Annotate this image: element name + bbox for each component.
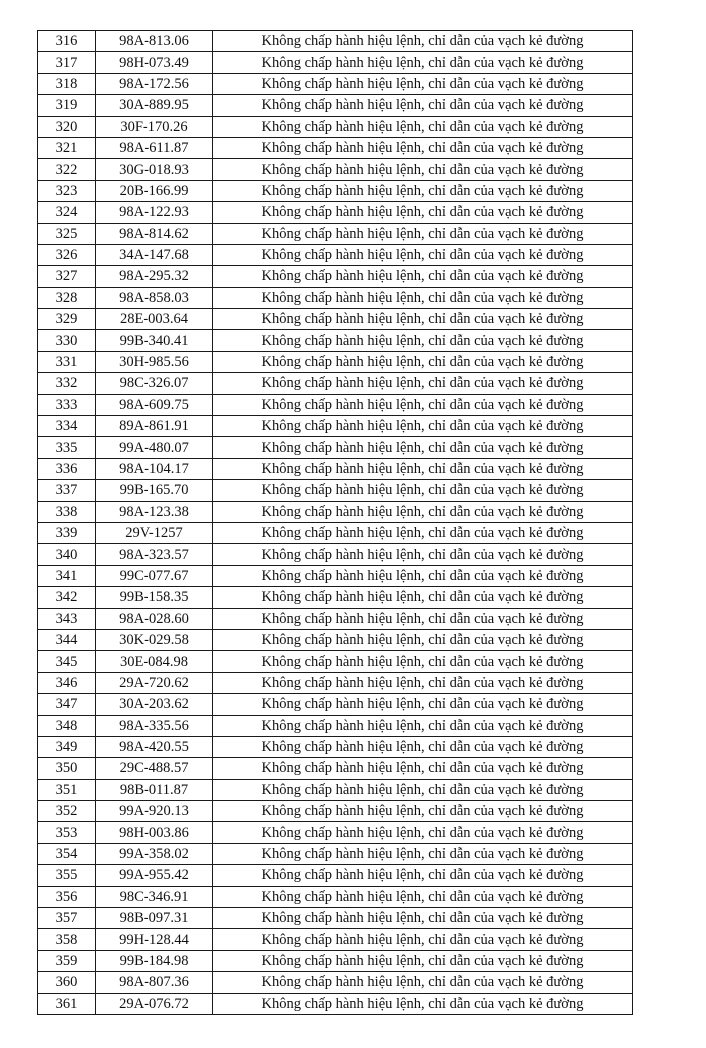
license-plate-cell: 99B-165.70 xyxy=(96,480,213,501)
violation-description-cell: Không chấp hành hiệu lệnh, chỉ dẫn của vạch kẻ đường xyxy=(213,565,633,586)
row-number-cell: 342 xyxy=(38,587,96,608)
license-plate-cell: 99A-358.02 xyxy=(96,843,213,864)
table-row xyxy=(38,394,633,415)
license-plate-cell: 98B-011.87 xyxy=(96,779,213,800)
violation-description-cell: Không chấp hành hiệu lệnh, chỉ dẫn của vạch kẻ đường xyxy=(213,437,633,458)
table-row xyxy=(38,458,633,479)
table-row xyxy=(38,993,633,1014)
violation-description-cell: Không chấp hành hiệu lệnh, chỉ dẫn của vạch kẻ đường xyxy=(213,116,633,137)
violation-description-cell: Không chấp hành hiệu lệnh, chỉ dẫn của vạch kẻ đường xyxy=(213,522,633,543)
violation-description-cell: Không chấp hành hiệu lệnh, chỉ dẫn của vạch kẻ đường xyxy=(213,694,633,715)
row-number-cell: 348 xyxy=(38,715,96,736)
row-number-cell: 322 xyxy=(38,159,96,180)
license-plate-cell: 98A-609.75 xyxy=(96,394,213,415)
violation-description-cell: Không chấp hành hiệu lệnh, chỉ dẫn của vạch kẻ đường xyxy=(213,822,633,843)
row-number-cell: 361 xyxy=(38,993,96,1014)
license-plate-cell: 28E-003.64 xyxy=(96,309,213,330)
row-number-cell: 317 xyxy=(38,52,96,73)
table-row xyxy=(38,31,633,52)
violation-description-cell: Không chấp hành hiệu lệnh, chỉ dẫn của vạch kẻ đường xyxy=(213,309,633,330)
license-plate-cell: 98A-335.56 xyxy=(96,715,213,736)
row-number-cell: 320 xyxy=(38,116,96,137)
table-row xyxy=(38,223,633,244)
table-row xyxy=(38,287,633,308)
row-number-cell: 324 xyxy=(38,202,96,223)
license-plate-cell: 30G-018.93 xyxy=(96,159,213,180)
violation-description-cell: Không chấp hành hiệu lệnh, chỉ dẫn của vạch kẻ đường xyxy=(213,244,633,265)
violation-description-cell: Không chấp hành hiệu lệnh, chỉ dẫn của vạch kẻ đường xyxy=(213,330,633,351)
violation-description-cell: Không chấp hành hiệu lệnh, chỉ dẫn của vạch kẻ đường xyxy=(213,865,633,886)
license-plate-cell: 98A-104.17 xyxy=(96,458,213,479)
table-row xyxy=(38,908,633,929)
violation-description-cell: Không chấp hành hiệu lệnh, chỉ dẫn của vạch kẻ đường xyxy=(213,672,633,693)
license-plate-cell: 99B-184.98 xyxy=(96,950,213,971)
table-row xyxy=(38,694,633,715)
violation-description-cell: Không chấp hành hiệu lệnh, chỉ dẫn của vạch kẻ đường xyxy=(213,651,633,672)
license-plate-cell: 98A-807.36 xyxy=(96,972,213,993)
violation-description-cell: Không chấp hành hiệu lệnh, chỉ dẫn của vạch kẻ đường xyxy=(213,758,633,779)
license-plate-cell: 29V-1257 xyxy=(96,522,213,543)
table-row xyxy=(38,351,633,372)
table-row xyxy=(38,822,633,843)
license-plate-cell: 98A-611.87 xyxy=(96,137,213,158)
table-row xyxy=(38,715,633,736)
table-row xyxy=(38,202,633,223)
violation-description-cell: Không chấp hành hiệu lệnh, chỉ dẫn của vạch kẻ đường xyxy=(213,159,633,180)
violation-description-cell: Không chấp hành hiệu lệnh, chỉ dẫn của vạch kẻ đường xyxy=(213,394,633,415)
table-row xyxy=(38,330,633,351)
table-row xyxy=(38,950,633,971)
violation-description-cell: Không chấp hành hiệu lệnh, chỉ dẫn của vạch kẻ đường xyxy=(213,886,633,907)
table-row xyxy=(38,629,633,650)
violation-description-cell: Không chấp hành hiệu lệnh, chỉ dẫn của vạch kẻ đường xyxy=(213,73,633,94)
row-number-cell: 318 xyxy=(38,73,96,94)
row-number-cell: 360 xyxy=(38,972,96,993)
license-plate-cell: 30K-029.58 xyxy=(96,629,213,650)
license-plate-cell: 99A-480.07 xyxy=(96,437,213,458)
violation-description-cell: Không chấp hành hiệu lệnh, chỉ dẫn của vạch kẻ đường xyxy=(213,351,633,372)
row-number-cell: 347 xyxy=(38,694,96,715)
row-number-cell: 325 xyxy=(38,223,96,244)
table-row xyxy=(38,929,633,950)
license-plate-cell: 98H-003.86 xyxy=(96,822,213,843)
license-plate-cell: 20B-166.99 xyxy=(96,180,213,201)
row-number-cell: 358 xyxy=(38,929,96,950)
row-number-cell: 349 xyxy=(38,736,96,757)
violation-description-cell: Không chấp hành hiệu lệnh, chỉ dẫn của vạch kẻ đường xyxy=(213,929,633,950)
violation-description-cell: Không chấp hành hiệu lệnh, chỉ dẫn của vạch kẻ đường xyxy=(213,908,633,929)
violation-description-cell: Không chấp hành hiệu lệnh, chỉ dẫn của vạch kẻ đường xyxy=(213,587,633,608)
license-plate-cell: 99B-158.35 xyxy=(96,587,213,608)
table-row xyxy=(38,865,633,886)
license-plate-cell: 98A-295.32 xyxy=(96,266,213,287)
table-row xyxy=(38,544,633,565)
license-plate-cell: 99B-340.41 xyxy=(96,330,213,351)
row-number-cell: 356 xyxy=(38,886,96,907)
license-plate-cell: 99C-077.67 xyxy=(96,565,213,586)
license-plate-cell: 99A-920.13 xyxy=(96,801,213,822)
row-number-cell: 355 xyxy=(38,865,96,886)
table-row xyxy=(38,736,633,757)
row-number-cell: 353 xyxy=(38,822,96,843)
violation-description-cell: Không chấp hành hiệu lệnh, chỉ dẫn của vạch kẻ đường xyxy=(213,629,633,650)
license-plate-cell: 98A-122.93 xyxy=(96,202,213,223)
license-plate-cell: 30E-084.98 xyxy=(96,651,213,672)
violation-description-cell: Không chấp hành hiệu lệnh, chỉ dẫn của vạch kẻ đường xyxy=(213,779,633,800)
violation-description-cell: Không chấp hành hiệu lệnh, chỉ dẫn của vạch kẻ đường xyxy=(213,501,633,522)
row-number-cell: 337 xyxy=(38,480,96,501)
violation-description-cell: Không chấp hành hiệu lệnh, chỉ dẫn của vạch kẻ đường xyxy=(213,950,633,971)
row-number-cell: 354 xyxy=(38,843,96,864)
table-row xyxy=(38,180,633,201)
row-number-cell: 345 xyxy=(38,651,96,672)
license-plate-cell: 98A-814.62 xyxy=(96,223,213,244)
row-number-cell: 330 xyxy=(38,330,96,351)
table-row xyxy=(38,608,633,629)
license-plate-cell: 30A-889.95 xyxy=(96,95,213,116)
license-plate-cell: 98A-858.03 xyxy=(96,287,213,308)
violation-description-cell: Không chấp hành hiệu lệnh, chỉ dẫn của vạch kẻ đường xyxy=(213,31,633,52)
violation-description-cell: Không chấp hành hiệu lệnh, chỉ dẫn của vạch kẻ đường xyxy=(213,715,633,736)
license-plate-cell: 98H-073.49 xyxy=(96,52,213,73)
violation-description-cell: Không chấp hành hiệu lệnh, chỉ dẫn của vạch kẻ đường xyxy=(213,993,633,1014)
row-number-cell: 341 xyxy=(38,565,96,586)
row-number-cell: 346 xyxy=(38,672,96,693)
table-row xyxy=(38,522,633,543)
violation-description-cell: Không chấp hành hiệu lệnh, chỉ dẫn của vạch kẻ đường xyxy=(213,458,633,479)
row-number-cell: 327 xyxy=(38,266,96,287)
table-row xyxy=(38,972,633,993)
violation-description-cell: Không chấp hành hiệu lệnh, chỉ dẫn của vạch kẻ đường xyxy=(213,266,633,287)
row-number-cell: 340 xyxy=(38,544,96,565)
table-row xyxy=(38,416,633,437)
row-number-cell: 343 xyxy=(38,608,96,629)
table-row xyxy=(38,73,633,94)
row-number-cell: 326 xyxy=(38,244,96,265)
row-number-cell: 350 xyxy=(38,758,96,779)
license-plate-cell: 99A-955.42 xyxy=(96,865,213,886)
violation-description-cell: Không chấp hành hiệu lệnh, chỉ dẫn của vạch kẻ đường xyxy=(213,52,633,73)
violation-description-cell: Không chấp hành hiệu lệnh, chỉ dẫn của vạch kẻ đường xyxy=(213,287,633,308)
row-number-cell: 336 xyxy=(38,458,96,479)
table-row xyxy=(38,244,633,265)
row-number-cell: 328 xyxy=(38,287,96,308)
table-row xyxy=(38,137,633,158)
row-number-cell: 357 xyxy=(38,908,96,929)
license-plate-cell: 30A-203.62 xyxy=(96,694,213,715)
license-plate-cell: 34A-147.68 xyxy=(96,244,213,265)
license-plate-cell: 98C-346.91 xyxy=(96,886,213,907)
table-row xyxy=(38,480,633,501)
row-number-cell: 332 xyxy=(38,373,96,394)
violation-description-cell: Không chấp hành hiệu lệnh, chỉ dẫn của vạch kẻ đường xyxy=(213,972,633,993)
table-row xyxy=(38,52,633,73)
license-plate-cell: 98A-420.55 xyxy=(96,736,213,757)
license-plate-cell: 29C-488.57 xyxy=(96,758,213,779)
license-plate-cell: 98A-172.56 xyxy=(96,73,213,94)
row-number-cell: 316 xyxy=(38,31,96,52)
violation-description-cell: Không chấp hành hiệu lệnh, chỉ dẫn của vạch kẻ đường xyxy=(213,95,633,116)
violation-description-cell: Không chấp hành hiệu lệnh, chỉ dẫn của vạch kẻ đường xyxy=(213,544,633,565)
table-row xyxy=(38,886,633,907)
license-plate-cell: 98A-813.06 xyxy=(96,31,213,52)
row-number-cell: 333 xyxy=(38,394,96,415)
violation-description-cell: Không chấp hành hiệu lệnh, chỉ dẫn của vạch kẻ đường xyxy=(213,416,633,437)
row-number-cell: 351 xyxy=(38,779,96,800)
row-number-cell: 359 xyxy=(38,950,96,971)
license-plate-cell: 30H-985.56 xyxy=(96,351,213,372)
license-plate-cell: 89A-861.91 xyxy=(96,416,213,437)
license-plate-cell: 98C-326.07 xyxy=(96,373,213,394)
license-plate-cell: 98A-123.38 xyxy=(96,501,213,522)
table-row xyxy=(38,501,633,522)
table-row xyxy=(38,779,633,800)
table-row xyxy=(38,801,633,822)
violation-description-cell: Không chấp hành hiệu lệnh, chỉ dẫn của vạch kẻ đường xyxy=(213,608,633,629)
table-row xyxy=(38,373,633,394)
violations-table xyxy=(37,30,633,1015)
violation-description-cell: Không chấp hành hiệu lệnh, chỉ dẫn của vạch kẻ đường xyxy=(213,736,633,757)
table-row xyxy=(38,437,633,458)
table-row xyxy=(38,587,633,608)
row-number-cell: 323 xyxy=(38,180,96,201)
row-number-cell: 319 xyxy=(38,95,96,116)
violation-description-cell: Không chấp hành hiệu lệnh, chỉ dẫn của vạch kẻ đường xyxy=(213,137,633,158)
license-plate-cell: 99H-128.44 xyxy=(96,929,213,950)
license-plate-cell: 29A-076.72 xyxy=(96,993,213,1014)
license-plate-cell: 98B-097.31 xyxy=(96,908,213,929)
violations-table-body xyxy=(38,31,633,1015)
row-number-cell: 352 xyxy=(38,801,96,822)
table-row xyxy=(38,309,633,330)
row-number-cell: 334 xyxy=(38,416,96,437)
row-number-cell: 329 xyxy=(38,309,96,330)
table-row xyxy=(38,758,633,779)
row-number-cell: 321 xyxy=(38,137,96,158)
violation-description-cell: Không chấp hành hiệu lệnh, chỉ dẫn của vạch kẻ đường xyxy=(213,801,633,822)
violation-description-cell: Không chấp hành hiệu lệnh, chỉ dẫn của vạch kẻ đường xyxy=(213,373,633,394)
license-plate-cell: 98A-323.57 xyxy=(96,544,213,565)
table-row xyxy=(38,651,633,672)
license-plate-cell: 30F-170.26 xyxy=(96,116,213,137)
table-row xyxy=(38,159,633,180)
table-row xyxy=(38,116,633,137)
table-row xyxy=(38,843,633,864)
table-row xyxy=(38,565,633,586)
table-row xyxy=(38,672,633,693)
violation-description-cell: Không chấp hành hiệu lệnh, chỉ dẫn của vạch kẻ đường xyxy=(213,480,633,501)
row-number-cell: 335 xyxy=(38,437,96,458)
table-row xyxy=(38,266,633,287)
license-plate-cell: 98A-028.60 xyxy=(96,608,213,629)
row-number-cell: 339 xyxy=(38,522,96,543)
violation-description-cell: Không chấp hành hiệu lệnh, chỉ dẫn của vạch kẻ đường xyxy=(213,843,633,864)
row-number-cell: 338 xyxy=(38,501,96,522)
table-row xyxy=(38,95,633,116)
violation-description-cell: Không chấp hành hiệu lệnh, chỉ dẫn của vạch kẻ đường xyxy=(213,202,633,223)
row-number-cell: 331 xyxy=(38,351,96,372)
license-plate-cell: 29A-720.62 xyxy=(96,672,213,693)
row-number-cell: 344 xyxy=(38,629,96,650)
violation-description-cell: Không chấp hành hiệu lệnh, chỉ dẫn của vạch kẻ đường xyxy=(213,180,633,201)
violation-description-cell: Không chấp hành hiệu lệnh, chỉ dẫn của vạch kẻ đường xyxy=(213,223,633,244)
